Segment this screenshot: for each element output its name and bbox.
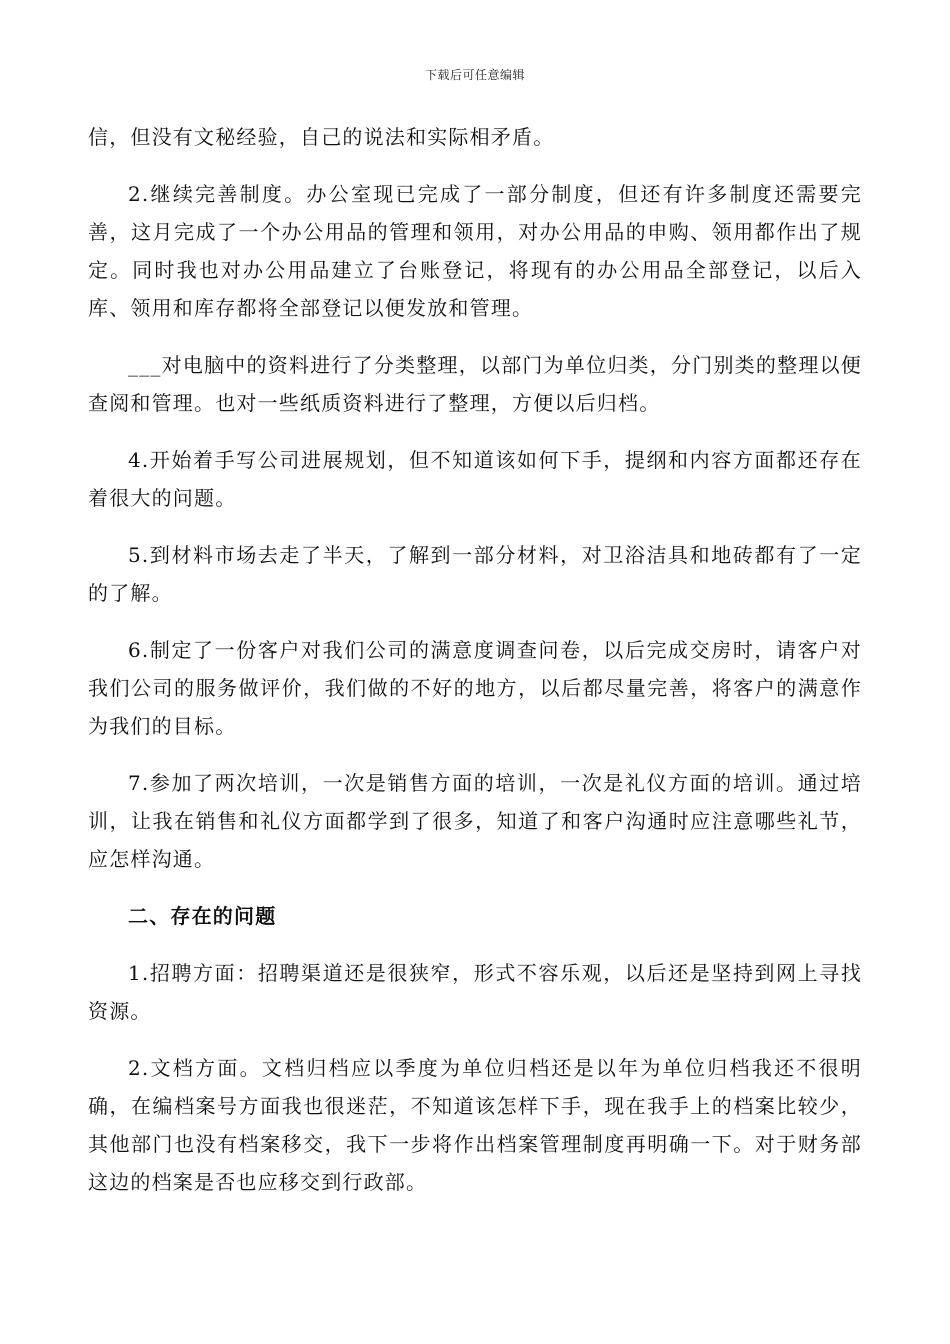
problem-item-2: 2.文档方面。文档归档应以季度为单位归档还是以年为单位归档我还不很明确，在编档案号方面我也很迷茫，不知道该怎样下手，现在我手上的档案比较少，其他部门也没有档案移交，我下一步将作出档案管理制度再明确一下。对于财务部这边的档案是否也应移交到行政部。 [88, 1056, 862, 1194]
paragraph-item-7: 7.参加了两次培训，一次是销售方面的培训，一次是礼仪方面的培训。通过培训，让我在销售和礼仪方面都学到了很多，知道了和客户沟通时应注意哪些礼节，应怎样沟通。 [88, 771, 862, 871]
paragraph-item-6: 6.制定了一份客户对我们公司的满意度调查问卷，以后完成交房时，请客户对我们公司的服务做评价，我们做的不好的地方，以后都尽量完善，将客户的满意作为我们的目标。 [88, 638, 862, 738]
document-body [88, 118, 862, 1220]
section-heading: 二、存在的问题 [128, 904, 277, 928]
paragraph-item-2: 2.继续完善制度。办公室现已完成了一部分制度，但还有许多制度还需要完善，这月完成了一个办公用品的管理和领用，对办公用品的申购、领用都作出了规定。同时我也对办公用品建立了台账登记，将现有的办公用品全部登记，以后入库、领用和库存都将全部登记以便发放和管理。 [88, 182, 862, 320]
paragraph-item-5: 5.到材料市场去走了半天，了解到一部分材料，对卫浴洁具和地砖都有了一定的了解。 [88, 543, 862, 605]
page-header: 下载后可任意编辑 [424, 68, 525, 82]
paragraph-continuation: 信，但没有文秘经验，自己的说法和实际相矛盾。 [88, 125, 555, 149]
paragraph-item-4: 4.开始着手写公司进展规划，但不知道该如何下手，提纲和内容方面都还存在着很大的问题。 [88, 448, 862, 510]
problem-item-1: 1.招聘方面：招聘渠道还是很狭窄，形式不容乐观，以后还是坚持到网上寻找资源。 [88, 961, 862, 1023]
paragraph-item-3: ___对电脑中的资料进行了分类整理，以部门为单位归类，分门别类的整理以便查阅和管理。也对一些纸质资料进行了整理，方便以后归档。 [88, 353, 862, 415]
